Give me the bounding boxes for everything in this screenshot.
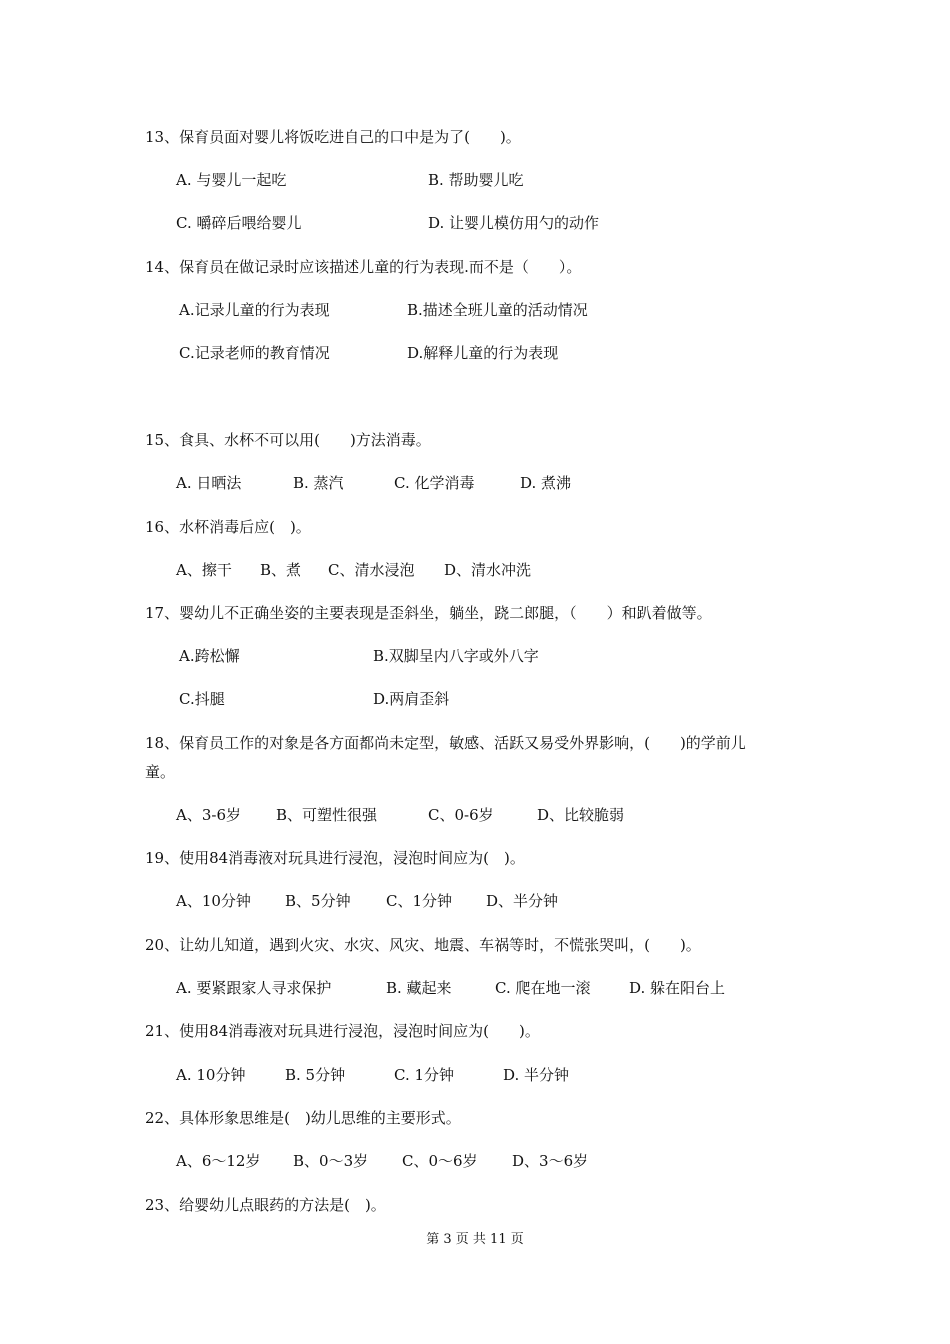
q18-option-c: C、0-6岁: [428, 806, 494, 824]
question-15: 15、食具、水杯不可以用( )方法消毒。: [145, 431, 431, 449]
q15-option-d: D. 煮沸: [520, 474, 572, 492]
q17-option-b: B.双脚呈内八字或外八字: [373, 647, 539, 665]
q22-option-d: D、3～6岁: [512, 1152, 589, 1170]
q22-option-a: A、6～12岁: [176, 1152, 261, 1170]
question-19: 19、使用84消毒液对玩具进行浸泡，浸泡时间应为( )。: [145, 849, 525, 867]
question-21: 21、使用84消毒液对玩具进行浸泡，浸泡时间应为( )。: [145, 1022, 540, 1040]
q15-option-c: C. 化学消毒: [394, 474, 475, 492]
q14-option-c: C.记录老师的教育情况: [179, 344, 330, 362]
q21-option-b: B. 5分钟: [285, 1066, 346, 1084]
q13-option-a: A. 与婴儿一起吃: [176, 171, 287, 189]
q22-option-b: B、0～3岁: [293, 1152, 369, 1170]
q18-option-b: B、可塑性很强: [276, 806, 378, 824]
q19-option-a: A、10分钟: [176, 892, 251, 910]
q20-option-b: B. 藏起来: [386, 979, 452, 997]
q19-option-d: D、半分钟: [486, 892, 559, 910]
question-22: 22、具体形象思维是( )幼儿思维的主要形式。: [145, 1109, 461, 1127]
q21-option-d: D. 半分钟: [503, 1066, 570, 1084]
question-14: 14、保育员在做记录时应该描述儿童的行为表现.而不是（ ）。: [145, 258, 582, 276]
q16-option-b: B、煮: [260, 561, 302, 579]
q17-option-c: C.抖腿: [179, 690, 225, 708]
q20-option-a: A. 要紧跟家人寻求保护: [176, 979, 332, 997]
q20-option-d: D. 躲在阳台上: [629, 979, 726, 997]
q16-option-a: A、擦干: [176, 561, 232, 579]
q16-option-c: C、清水浸泡: [328, 561, 415, 579]
q13-option-c: C. 嚼碎后喂给婴儿: [176, 214, 302, 232]
q16-option-d: D、清水冲洗: [444, 561, 532, 579]
q19-option-b: B、5分钟: [285, 892, 351, 910]
question-13: 13、保育员面对婴儿将饭吃进自己的口中是为了( )。: [145, 128, 521, 146]
q15-option-a: A. 日晒法: [176, 474, 242, 492]
q17-option-d: D.两肩歪斜: [373, 690, 450, 708]
q18-option-a: A、3-6岁: [176, 806, 241, 824]
q21-option-c: C. 1分钟: [394, 1066, 455, 1084]
question-17: 17、婴幼儿不正确坐姿的主要表现是歪斜坐，躺坐，跷二郎腿，（ ）和趴着做等。: [145, 604, 712, 622]
q17-option-a: A.跨松懈: [179, 647, 240, 665]
q13-option-d: D. 让婴儿模仿用勺的动作: [428, 214, 600, 232]
question-18: 18、保育员工作的对象是各方面都尚未定型，敏感、活跃又易受外界影响，( )的学前儿: [145, 734, 746, 752]
q15-option-b: B. 蒸汽: [293, 474, 344, 492]
q22-option-c: C、0～6岁: [402, 1152, 478, 1170]
question-18-continued: 童。: [145, 763, 176, 781]
q21-option-a: A. 10分钟: [176, 1066, 246, 1084]
q14-option-d: D.解释儿童的行为表现: [407, 344, 559, 362]
question-16: 16、水杯消毒后应( )。: [145, 518, 311, 536]
question-20: 20、让幼儿知道，遇到火灾、水灾、风灾、地震、车祸等时，不慌张哭叫，( )。: [145, 936, 701, 954]
q13-option-b: B. 帮助婴儿吃: [428, 171, 524, 189]
question-23: 23、给婴幼儿点眼药的方法是( )。: [145, 1196, 386, 1214]
q18-option-d: D、比较脆弱: [537, 806, 625, 824]
page-footer: 第 3 页 共 11 页: [426, 1232, 524, 1247]
q20-option-c: C. 爬在地一滚: [495, 979, 591, 997]
q14-option-b: B.描述全班儿童的活动情况: [407, 301, 588, 319]
q19-option-c: C、1分钟: [386, 892, 453, 910]
q14-option-a: A.记录儿童的行为表现: [179, 301, 330, 319]
